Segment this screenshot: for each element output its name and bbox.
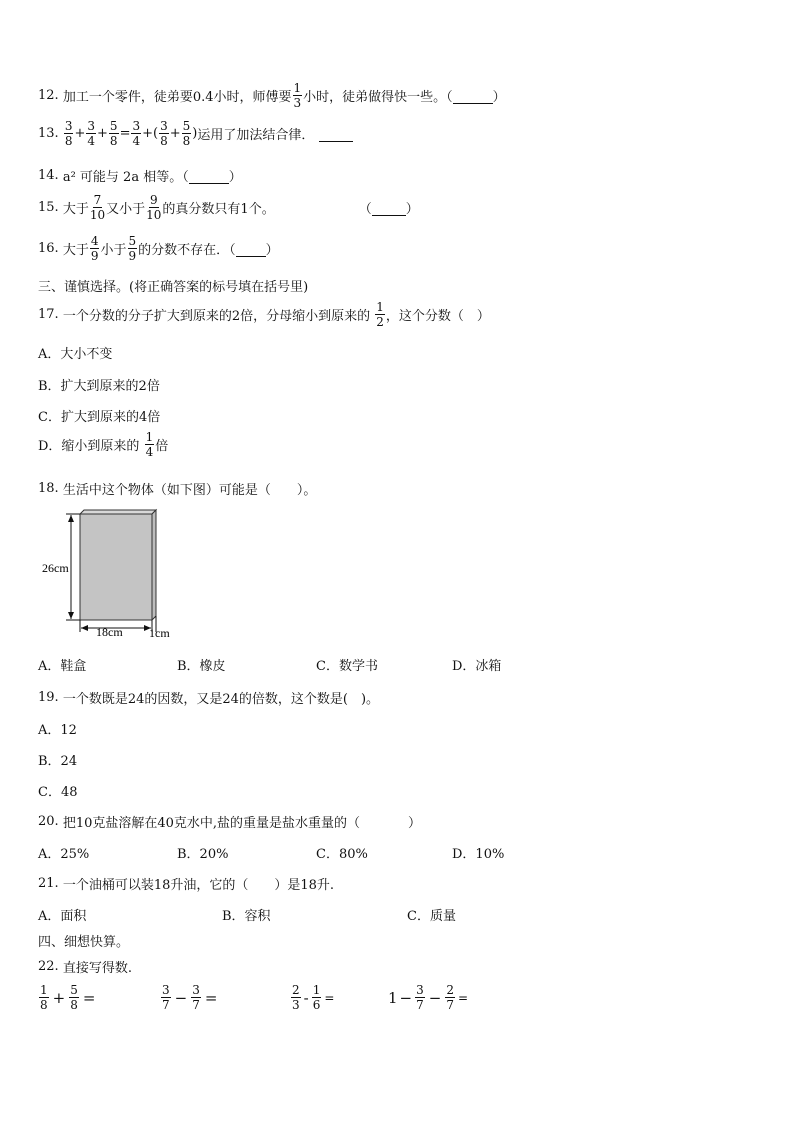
option-c[interactable]: C．48	[38, 785, 78, 800]
option-c[interactable]: C．质量	[407, 909, 456, 924]
option-a[interactable]: A．面积	[38, 909, 87, 924]
option-a[interactable]: A．12	[38, 723, 77, 738]
question-15: 15. 大于 $\frac{7}{10}$ 又小于 $\frac{9}{10}$ 的真分数只有1个。 （ ）	[38, 193, 419, 222]
fraction: $\frac{5}{8}$	[182, 119, 191, 148]
question-number: 14.	[38, 168, 59, 183]
option-d[interactable]: D．10%	[452, 847, 505, 862]
question-text: ，这个分数（ ）	[385, 309, 490, 324]
question-text: 一个分数的分子扩大到原来的2倍，分母缩小到原来的	[62, 309, 371, 324]
expression-2: $\frac{3}{7}$ − $\frac{3}{7}$ =	[162, 983, 218, 1012]
answer-blank[interactable]	[236, 241, 266, 257]
question-text: 把10克盐溶解在40克水中,盐的重量是盐水重量的（	[62, 816, 361, 831]
fraction: $\frac{3}{8}$	[160, 119, 168, 148]
question-number: 15.	[38, 200, 59, 215]
fraction: $\frac{3}{7}$	[192, 983, 200, 1012]
question-12: 12. 加工一个零件，徒弟要0.4小时，师傅要 $\frac{1}{3}$ 小时，徒弟做得快一些。（ ）	[38, 81, 506, 110]
fraction: $\frac{1}{8}$	[40, 983, 48, 1012]
fraction: $\frac{5}{9}$	[128, 234, 137, 263]
answer-blank[interactable]	[453, 88, 493, 104]
expression-3: $\frac{2}{3}$ - $\frac{1}{6}$ =	[292, 983, 335, 1012]
option-b[interactable]: B．20%	[177, 847, 229, 862]
box-figure	[38, 506, 198, 646]
option-b[interactable]: B．橡皮	[177, 659, 226, 674]
fraction: $\frac{7}{10}$	[89, 193, 106, 222]
section-heading: 三、谨慎选择。(将正确答案的标号填在括号里)	[38, 280, 309, 295]
question-text: 生活中这个物体（如下图）可能是（ ）。	[62, 483, 317, 498]
fraction: $\frac{1}{6}$	[312, 983, 321, 1012]
fraction: $\frac{1}{4}$	[145, 430, 154, 459]
question-text: 运用了加法结合律．	[197, 128, 315, 143]
answer-blank[interactable]	[319, 126, 353, 142]
fraction: $\frac{2}{7}$	[446, 983, 454, 1012]
expression-1: $\frac{1}{8}$ + $\frac{5}{8}$ =	[40, 983, 96, 1012]
dimension-height: 26cm	[42, 561, 69, 575]
fraction: $\frac{3}{4}$	[87, 119, 96, 148]
question-14: 14. a² 可能与 2a 相等。（ ）	[38, 168, 242, 185]
question-text: 小时，徒弟做得快一些。（	[303, 90, 453, 105]
question-text: a² 可能与 2a 相等。（	[62, 170, 189, 185]
question-16: 16. 大于 $\frac{4}{9}$ 小于 $\frac{5}{9}$ 的分数不存在．（ ）	[38, 234, 279, 263]
answer-blank[interactable]	[372, 200, 406, 216]
option-b[interactable]: B．24	[38, 754, 78, 769]
question-18	[38, 479, 316, 498]
option-d[interactable]: D．冰箱	[452, 659, 502, 674]
question-text: 的真分数只有1个。	[162, 202, 275, 217]
option-c[interactable]: C．数学书	[316, 659, 378, 674]
question-number: 17.	[38, 307, 59, 322]
option-a[interactable]: A．大小不变	[38, 347, 113, 362]
box-front-face	[80, 514, 152, 620]
question-number: 21.	[38, 876, 59, 891]
option-d[interactable]: D．缩小到原来的 $\frac{1}{4}$ 倍	[38, 430, 169, 459]
fraction: $\frac{2}{3}$	[292, 983, 300, 1012]
answer-blank[interactable]	[189, 168, 229, 184]
option-b[interactable]: B．扩大到原来的2倍	[38, 379, 160, 394]
option-b[interactable]: B．容积	[222, 909, 271, 924]
question-number: 12.	[38, 88, 59, 103]
question-number: 22.	[38, 959, 59, 974]
dimension-thickness: 1cm	[149, 626, 170, 640]
question-19	[38, 688, 379, 707]
question-number: 19.	[38, 690, 59, 705]
fraction: $\frac{3}{4}$	[132, 119, 141, 148]
box-top-face	[80, 510, 156, 514]
option-c[interactable]: C．扩大到原来的4倍	[38, 410, 161, 425]
option-a[interactable]: A．鞋盒	[38, 659, 87, 674]
fraction: $\frac{3}{7}$	[416, 983, 424, 1012]
fraction: $\frac{3}{7}$	[162, 983, 170, 1012]
question-text: 的分数不存在．（	[138, 243, 236, 258]
fraction: $\frac{4}{9}$	[90, 234, 99, 263]
fraction: $\frac{1}{2}$	[376, 300, 384, 329]
fraction: $\frac{3}{8}$	[64, 119, 73, 148]
expression-4: 1 − $\frac{3}{7}$ − $\frac{2}{7}$ =	[388, 983, 469, 1012]
box-side-face	[152, 510, 156, 620]
option-a[interactable]: A．25%	[38, 847, 90, 862]
question-number: 18.	[38, 481, 59, 496]
question-number: 16.	[38, 241, 59, 256]
fraction: $\frac{5}{8}$	[109, 119, 118, 148]
question-20: 20. 把10克盐溶解在40克水中,盐的重量是盐水重量的（ ）	[38, 814, 422, 831]
question-text: 一个数既是24的因数，又是24的倍数，这个数是( )。	[62, 692, 380, 707]
dimension-width: 18cm	[96, 625, 123, 639]
option-c[interactable]: C．80%	[316, 847, 368, 862]
question-text: 直接写得数.	[62, 961, 132, 976]
question-number: 20.	[38, 814, 59, 829]
question-number: 13.	[38, 126, 59, 141]
question-13: 13. $\frac{3}{8}$ + $\frac{3}{4}$ + $\frac{5}{8}$ = $\frac{3}{4}$ + ( $\frac{3}{8}$ + $\frac{5}{8}$ ) 运用了加法结合律．	[38, 120, 353, 147]
question-17	[38, 301, 490, 328]
fraction: $\frac{5}{8}$	[70, 983, 78, 1012]
question-22	[38, 957, 132, 976]
question-21	[38, 874, 334, 893]
section-heading: 四、细想快算。	[38, 935, 130, 950]
fraction: $\frac{1}{3}$	[293, 81, 302, 110]
fraction: $\frac{9}{10}$	[146, 193, 162, 222]
question-text: 一个油桶可以装18升油，它的（ ）是18升.	[62, 878, 335, 893]
question-text: 加工一个零件，徒弟要0.4小时，师傅要	[62, 90, 292, 105]
